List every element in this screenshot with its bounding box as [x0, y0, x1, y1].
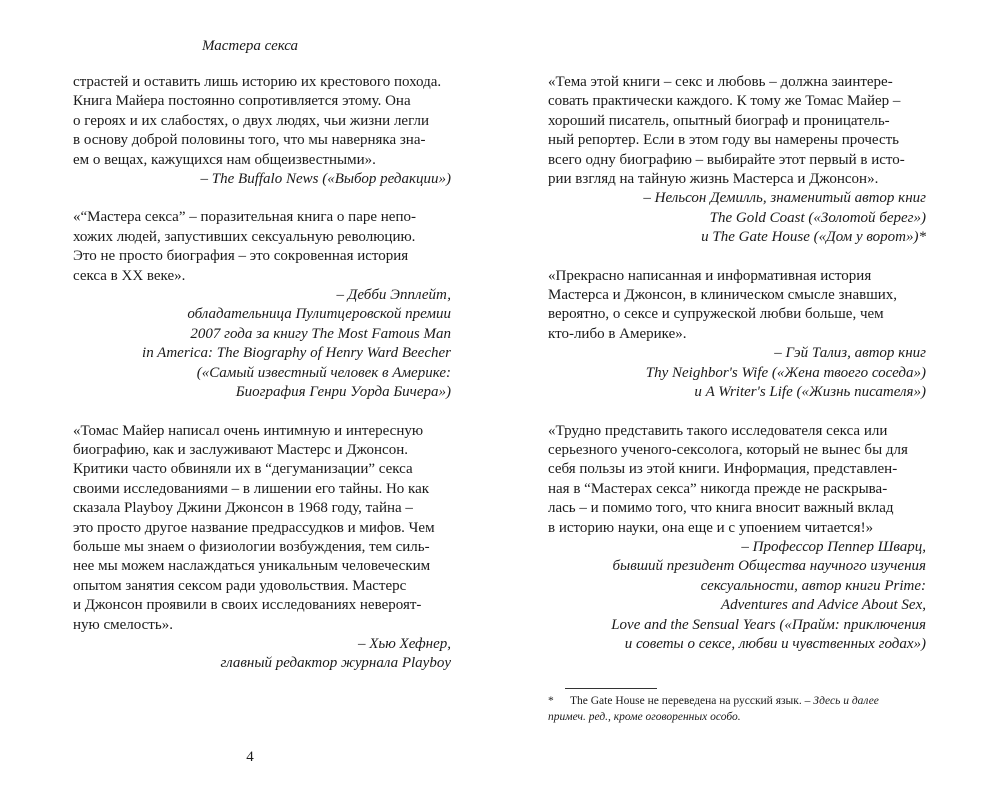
attribution-line: бывший президент Общества научного изучения: [612, 558, 926, 575]
attribution-line: – Нельсон Демилль, знаменитый автор книг: [643, 190, 926, 207]
quote-line: в основу доброй половины того, что мы наверняка зна-: [73, 132, 426, 149]
attribution-line: 2007 года за книгу The Most Famous Man: [190, 325, 451, 342]
attribution-line: Love and the Sensual Years («Прайм: приключения: [611, 616, 926, 633]
left-page-column: [73, 73, 451, 674]
quote-line: нее мы можем наслаждаться уникальным человеческим: [73, 558, 431, 575]
footnote-line: примеч. ред., кроме оговоренных особо.: [548, 711, 741, 723]
review-block: [73, 422, 451, 674]
quote-line: совать практически каждого. К тому же Томас Майер –: [548, 93, 901, 110]
quote-line: биографию, как и заслуживают Мастерс и Джонсон.: [73, 441, 408, 458]
attribution-line: главный редактор журнала Playboy: [220, 655, 451, 672]
attribution-line: обладательница Пулитцеровской премии: [187, 306, 451, 323]
attribution-line: и советы о сексе, любви и чувственных годах»): [624, 635, 926, 652]
attribution-line: Биография Генри Уорда Бичера»): [235, 384, 451, 401]
attribution-line: Adventures and Advice About Sex,: [720, 597, 926, 614]
footnote-rule: [565, 688, 657, 689]
attribution-line: in America: The Biography of Henry Ward Beecher: [142, 345, 451, 362]
quote-line: лась – и помимо того, что книга вносит важный вклад: [548, 500, 894, 517]
quote-line: «Тема этой книги – секс и любовь – должна заинтере-: [548, 74, 893, 90]
attribution-line: – Хью Хефнер,: [357, 635, 451, 652]
quote-line: в историю науки, она еще и с упоением читается!»: [548, 519, 874, 536]
review-block: [548, 267, 926, 403]
quote-line: «Прекрасно написанная и информативная история: [548, 267, 872, 284]
quote-line: ную смелость».: [73, 616, 173, 633]
quote-line: рии взгляд на тайную жизнь Мастерса и Джонсон».: [548, 171, 879, 188]
right-page-column: [548, 73, 926, 654]
quote-line: и Джонсон проявили в своих исследованиях невероят-: [73, 597, 422, 614]
quote-line: страстей и оставить лишь историю их крестового похода.: [73, 74, 442, 90]
quote-line: своими исследованиями – в лишении его тайны. Но как: [73, 480, 430, 497]
quote-line: ная в “Мастерах секса” никогда прежде не раскрыва-: [548, 480, 888, 497]
quote-line: это просто другое название предрассудков и мифов. Чем: [73, 519, 435, 536]
quote-line: ем о вещах, кажущихся нам общеизвестными».: [73, 151, 376, 168]
review-block: [548, 73, 926, 248]
attribution-line: и A Writer's Life («Жизнь писателя»): [694, 384, 926, 401]
review-block: [73, 208, 451, 402]
quote-line: опытом занятия сексом ради удовольствия. Мастерс: [73, 577, 407, 594]
attribution-line: The Gold Coast («Золотой берег»): [709, 209, 926, 226]
footnote-text-italic: Здесь и далее: [813, 695, 879, 707]
quote-line: «“Мастера секса” – поразительная книга о паре непо-: [73, 209, 416, 226]
attribution-line: Thy Neighbor's Wife («Жена твоего соседа»): [645, 364, 926, 381]
footnote: [548, 693, 926, 725]
quote-line: кто-либо в Америке».: [548, 325, 687, 342]
quote-line: хороший писатель, опытный биограф и проницатель-: [548, 112, 890, 129]
attribution-line: – The Buffalo News («Выбор редакции»): [200, 171, 451, 188]
footnote-text: The Gate House не переведена на русский язык. –: [570, 695, 811, 707]
quote-line: «Томас Майер написал очень интимную и интересную: [73, 422, 424, 439]
quote-line: Это не просто биография – это сокровенная история: [73, 248, 409, 265]
quote-line: хожих людей, запустивших сексуальную революцию.: [73, 228, 416, 245]
quote-line: Книга Майера постоянно сопротивляется этому. Она: [73, 93, 411, 110]
quote-line: Мастерса и Джонсон, в клиническом смысле знавших,: [548, 287, 898, 304]
attribution-line: – Профессор Пеппер Шварц,: [741, 538, 926, 555]
running-head: Мастера секса: [201, 38, 298, 54]
page-number: 4: [246, 749, 254, 765]
quote-line: серьезного ученого-сексолога, который не вынес бы для: [548, 441, 908, 458]
footnote-mark: *: [548, 695, 554, 707]
quote-line: вероятно, о сексе и супружеской любви больше, чем: [548, 306, 884, 323]
review-block: [73, 73, 451, 189]
quote-line: ный репортер. Если в этом году вы намерены прочесть: [548, 132, 900, 149]
attribution-line: – Гэй Тализ, автор книг: [774, 345, 926, 362]
attribution-line: («Самый известный человек в Америке:: [196, 364, 451, 381]
attribution-line: и The Gate House («Дом у ворот»)*: [701, 229, 926, 246]
quote-line: Критики часто обвиняли их в “дегуманизации” секса: [73, 461, 413, 478]
quote-line: себя пользы из этой книги. Информация, представлен-: [548, 461, 898, 478]
attribution-line: – Дебби Эпплейт,: [336, 287, 451, 304]
quote-line: о героях и их слабостях, о двух людях, чьи жизни легли: [73, 112, 429, 129]
quote-line: всего одну биографию – выбирайте этот первый в исто-: [548, 151, 905, 168]
footnote-line: [548, 693, 926, 709]
quote-line: больше мы знаем о физиологии возбуждения, тем силь-: [73, 538, 430, 555]
quote-line: «Трудно представить такого исследователя секса или: [548, 422, 888, 439]
attribution-line: сексуальности, автор книги Prime:: [700, 577, 926, 594]
quote-line: секса в XX веке».: [73, 267, 186, 284]
quote-line: сказала Playboy Джини Джонсон в 1968 году, тайна –: [73, 500, 413, 517]
review-block: [548, 422, 926, 655]
